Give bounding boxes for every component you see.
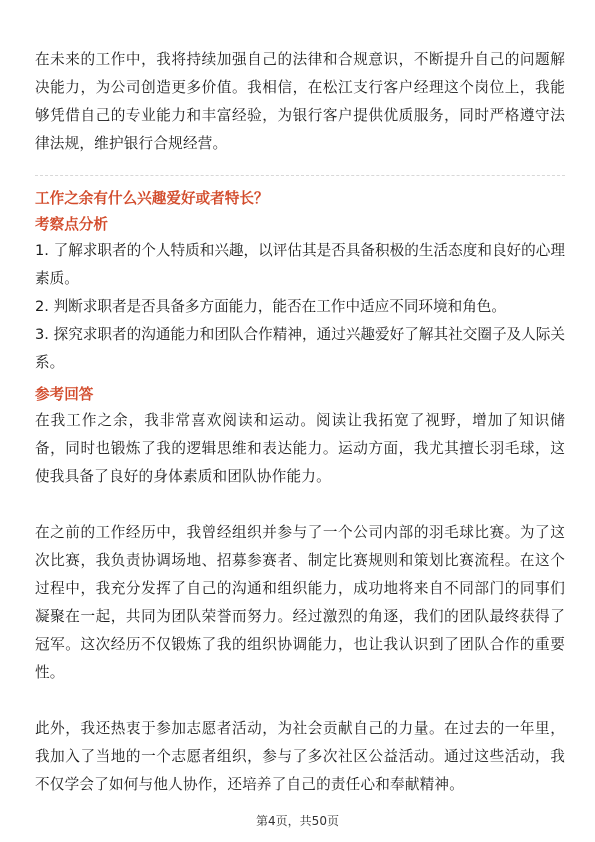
page-number: 第4页，共50页 (256, 814, 339, 828)
analysis-heading: 考察点分析 (35, 216, 108, 233)
document-page (35, 46, 565, 799)
intro-paragraph: 在未来的工作中，我将持续加强自己的法律和合规意识，不断提升自己的问题解决能力，为公司创造更多价值。我相信，在松江支行客户经理这个岗位上，我能够凭借自己的专业能力和丰富经验，为银行客户提供优质服务，同时严格遵守法律法规，维护银行合规经营。 (35, 51, 565, 152)
answer-heading: 参考回答 (35, 386, 94, 403)
spacer (35, 687, 565, 715)
section-divider (35, 175, 565, 176)
analysis-point-2: 2. 判断求职者是否具备多方面能力，能否在工作中适应不同环境和角色。 (35, 298, 506, 315)
question-title: 工作之余有什么兴趣爱好或者特长？ (35, 190, 269, 207)
answer-paragraph-3: 此外，我还热衷于参加志愿者活动，为社会贡献自己的力量。在过去的一年里，我加入了当地的一个志愿者组织，参与了多次社区公益活动。通过这些活动，我不仅学会了如何与他人协作，还培养了自己的责任心和奉献精神。 (35, 720, 565, 793)
answer-paragraph-2: 在之前的工作经历中，我曾经组织并参与了一个公司内部的羽毛球比赛。为了这次比赛，我负责协调场地、招募参赛者、制定比赛规则和策划比赛流程。在这个过程中，我充分发挥了自己的沟通和组织能力，成功地将来自不同部门的同事们凝聚在一起，共同为团队荣誉而努力。经过激烈的角逐，我们的团队最终获得了冠军。这次经历不仅锻炼了我的组织协调能力，也让我认识到了团队合作的重要性。 (35, 524, 565, 681)
analysis-point-3: 3. 探究求职者的沟通能力和团队合作精神，通过兴趣爱好了解其社交圈子及人际关系。 (35, 326, 565, 371)
answer-paragraph-1: 在我工作之余，我非常喜欢阅读和运动。阅读让我拓宽了视野，增加了知识储备，同时也锻炼了我的逻辑思维和表达能力。运动方面，我尤其擅长羽毛球，这使我具备了良好的身体素质和团队协作能力。 (35, 412, 565, 485)
analysis-point-1: 1. 了解求职者的个人特质和兴趣，以评估其是否具备积极的生活态度和良好的心理素质。 (35, 242, 565, 287)
spacer (35, 491, 565, 519)
